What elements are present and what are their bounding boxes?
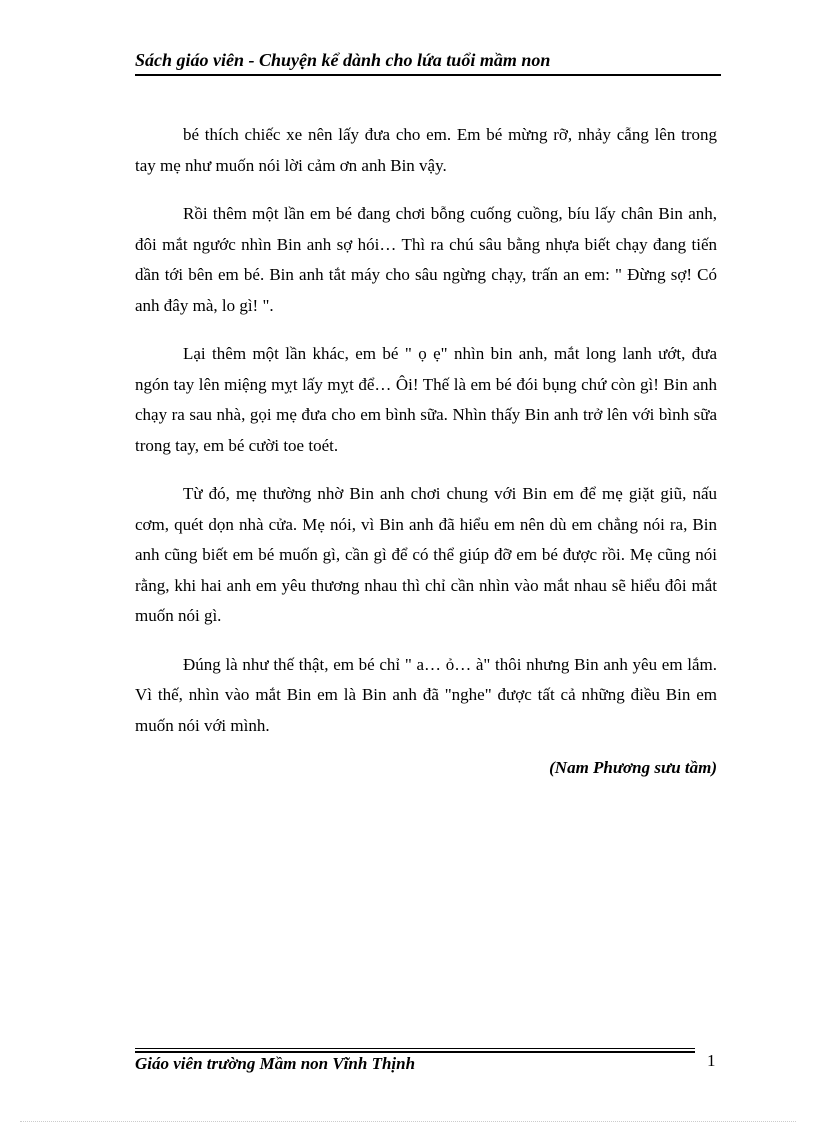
footer-text: Giáo viên trường Mầm non Vĩnh Thịnh	[135, 1054, 416, 1073]
paragraph-1: bé thích chiếc xe nên lấy đưa cho em. Em bé mừng rỡ, nhảy cẫng lên trong tay mẹ như muốn nói lời cảm ơn anh Bin vậy.	[135, 125, 717, 175]
page-header	[135, 48, 721, 76]
page-number: 1	[707, 1051, 716, 1070]
paragraph-2: Rồi thêm một lần em bé đang chơi bỗng cuống cuồng, bíu lấy chân Bin anh, đôi mắt ngước nhìn Bin anh sợ hói… Thì ra chú sâu bằng nhựa biết chạy đang tiến dần tới bên em bé. Bin anh tắt máy cho sâu ngừng chạy, trấn an em: " Đừng sợ! Có anh đây mà, lo gì! ".	[135, 204, 717, 315]
source-attribution: (Nam Phương sưu tầm)	[549, 758, 717, 777]
header-title: Sách giáo viên - Chuyện kể dành cho lứa tuổi mầm non	[135, 50, 551, 70]
footer-rule-thin	[135, 1048, 695, 1049]
story-body	[135, 120, 717, 784]
paragraph-5: Đúng là như thế thật, em bé chỉ " a… ỏ… à" thôi nhưng Bin anh yêu em lắm. Vì thế, nhìn vào mắt Bin em là Bin anh đã "nghe" được tất cả những điều Bin em muốn nói với mình.	[135, 654, 717, 735]
footer-rule-thick	[135, 1051, 695, 1053]
paragraph-3: Lại thêm một lần khác, em bé " ọ ẹ" nhìn bin anh, mắt long lanh ướt, đưa ngón tay lên miệng mỵt lấy mỵt để… Ôi! Thế là em bé đói bụng chứ còn gì! Bin anh chạy ra sau nhà, gọi mẹ đưa cho em bình sữa. Nhìn thấy Bin anh trở lên với bình sữa trong tay, em bé cười toe toét.	[135, 344, 717, 455]
paragraph-4: Từ đó, mẹ thường nhờ Bin anh chơi chung với Bin em để mẹ giặt giũ, nấu cơm, quét dọn nhà cửa. Mẹ nói, vì Bin anh đã hiểu em nên dù em chẳng nói ra, Bin anh cũng biết em bé muốn gì, cần gì để có thể giúp đỡ em bé được rồi. Mẹ cũng nói rằng, khi hai anh em yêu thương nhau thì chỉ cần nhìn vào mắt nhau sẽ hiểu đôi mắt muốn nói gì.	[135, 484, 717, 625]
page-footer	[135, 1040, 721, 1080]
page-edge	[20, 1121, 796, 1122]
